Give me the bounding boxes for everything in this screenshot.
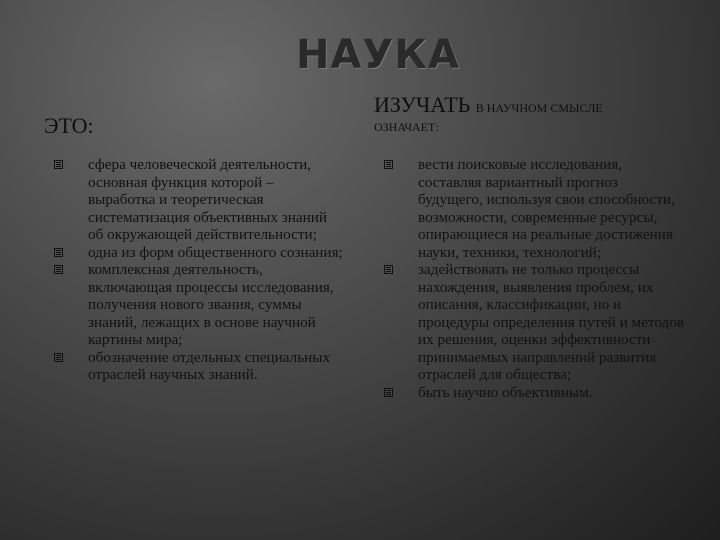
right-bullet-list	[384, 156, 684, 401]
list-item-text: одна из форм общественного сознания;	[88, 243, 343, 261]
list-item	[384, 156, 684, 261]
square-bullet-icon	[54, 248, 63, 257]
right-heading-main: ИЗУЧАТЬ	[374, 92, 471, 117]
list-item	[54, 244, 344, 262]
square-bullet-icon	[54, 160, 63, 169]
list-item	[54, 349, 344, 384]
list-item-text: сфера человеческой деятельности, основная функция которой – выработка и теоретическая систематизация объективных знаний об окружающей действительности;	[88, 156, 328, 243]
list-item-text: комплексная деятельность, включающая процессы исследования, получения нового звания, суммы знаний, лежащих в основе научной картины мира;	[88, 261, 334, 348]
list-item	[384, 261, 684, 384]
list-item-text: задействовать не только процессы нахождения, выявления проблем, их описания, классификации, но и процедуры определения путей и методов их решения, оценки эффективности принимаемых направлений развития отраслей для общества;	[418, 261, 684, 383]
list-item	[384, 384, 684, 402]
right-column-heading	[374, 92, 603, 118]
left-column-heading: ЭТО:	[44, 113, 94, 138]
list-item	[54, 156, 344, 244]
square-bullet-icon	[54, 265, 63, 274]
list-item-text: обозначение отдельных специальных отраслей научных знаний.	[88, 348, 331, 383]
left-bullet-list	[54, 156, 344, 384]
list-item	[54, 261, 344, 349]
list-item-text: быть научно объективным.	[418, 383, 593, 401]
list-item-text: вести поисковые исследования, составляя вариантный прогноз будущего, используя свои способности, возможности, современные ресурсы, опирающиеся на реальные достижения науки, техники, технологий;	[418, 156, 675, 261]
square-bullet-icon	[54, 353, 63, 362]
square-bullet-icon	[384, 160, 393, 169]
slide-title: НАУКА	[296, 32, 460, 78]
right-heading-line2: ОЗНАЧАЕТ:	[374, 120, 439, 134]
square-bullet-icon	[384, 388, 393, 397]
square-bullet-icon	[384, 265, 393, 274]
right-heading-rest: В НАУЧНОМ СМЫСЛЕ	[475, 101, 603, 115]
